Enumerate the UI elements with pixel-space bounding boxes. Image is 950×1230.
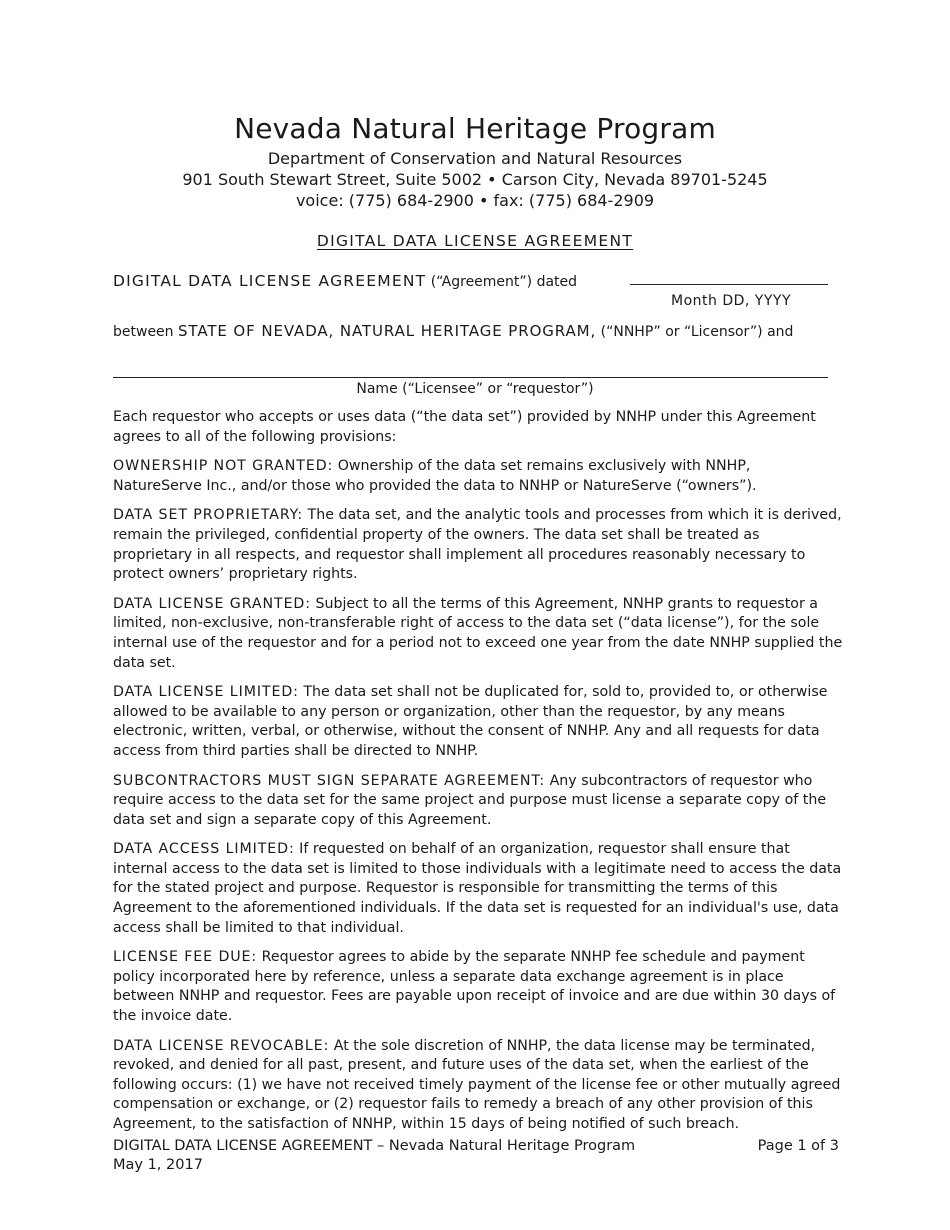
provision-heading: DATA SET PROPRIETARY: — [113, 507, 304, 524]
provision-heading: SUBCONTRACTORS MUST SIGN SEPARATE AGREEMENT: — [113, 772, 546, 789]
between-parties-line — [113, 321, 793, 342]
date-blank-line[interactable] — [630, 284, 828, 285]
provision-proprietary — [113, 506, 843, 584]
page-number: Page 1 of 3 — [757, 1138, 839, 1154]
program-title: Nevada Natural Heritage Program — [234, 112, 716, 145]
provision-text: At the sole discretion of NNHP, the data license may be terminated, revoked, and denied for all past, present, and future uses of the data set, when the earliest of the following occurs: (1) we have not received timely payment of the license fee or other mutually agreed compensation or exchange, or (2) requestor fails to remedy a breach of any other provision of this Agreement, to the satisfaction of NNHP, within 15 days of being notified of such breach. — [113, 1037, 841, 1132]
provision-license-limited — [113, 683, 843, 761]
provision-license-granted — [113, 595, 843, 673]
contact-line: voice: (775) 684-2900 • fax: (775) 684-2909 — [295, 191, 655, 210]
licensee-name-blank-line[interactable] — [113, 377, 828, 378]
agreement-name: DIGITAL DATA LICENSE AGREEMENT — [113, 272, 427, 290]
provision-heading: OWNERSHIP NOT GRANTED: — [113, 458, 334, 475]
provision-ownership — [113, 457, 843, 496]
footer-date: May 1, 2017 — [113, 1157, 203, 1173]
agreement-body — [113, 408, 843, 1145]
between-suffix: (“NNHP” or “Licensor”) and — [596, 324, 794, 340]
between-prefix: between — [113, 324, 178, 340]
date-hint: Month DD, YYYY — [671, 293, 791, 309]
provision-access-limited — [113, 840, 843, 938]
licensee-name-hint: Name (“Licensee” or “requestor”) — [356, 381, 594, 397]
provision-subcontractors — [113, 772, 843, 831]
document-heading — [0, 231, 950, 251]
provision-heading: DATA LICENSE REVOCABLE: — [113, 1037, 330, 1054]
agreement-dated-text: (“Agreement”) dated — [426, 274, 578, 290]
provision-text: The data set shall not be duplicated for, sold to, provided to, or otherwise allowed to be available to any person or organization, other than the requestor, by any means electronic, written, verbal, or otherwise, without the consent of NNHP. Any and all requests for data access from third parties shall be directed to NNHP. — [113, 684, 828, 759]
agreement-dated-line — [113, 271, 577, 292]
footer-document-title: DIGITAL DATA LICENSE AGREEMENT – Nevada Natural Heritage Program — [113, 1138, 636, 1154]
address-line: 901 South Stewart Street, Suite 5002 • Carson City, Nevada 89701-5245 — [182, 170, 768, 189]
provision-revocable — [113, 1037, 843, 1135]
document-heading-text: DIGITAL DATA LICENSE AGREEMENT — [316, 232, 634, 250]
provision-fee-due — [113, 948, 843, 1026]
provision-text: Ownership of the data set remains exclusively with NNHP, NatureServe Inc., and/or those who provided the data to NNHP or NatureServe (“owners”). — [113, 458, 757, 494]
provision-heading: DATA ACCESS LIMITED: — [113, 841, 295, 858]
provision-text: Any subcontractors of requestor who require access to the data set for the same project and purpose must license a separate copy of the data set and sign a separate copy of this Agreement. — [113, 772, 827, 828]
provision-text: Requestor agrees to abide by the separate NNHP fee schedule and payment policy incorporated here by reference, unless a separate data exchange agreement is in place between NNHP and requestor. Fees are payable upon receipt of invoice and are due within 30 days of the invoice date. — [113, 949, 836, 1025]
provision-text: The data set, and the analytic tools and processes from which it is derived, remain the privileged, confidential property of the owners. The data set shall be treated as proprietary in all respects, and requestor shall implement all procedures reasonably necessary to protect owners’ proprietary rights. — [113, 507, 842, 583]
intro-paragraph: Each requestor who accepts or uses data (“the data set”) provided by NNHP under this Agreement agrees to all of the following provisions: — [113, 409, 816, 445]
department-name: Department of Conservation and Natural Resources — [267, 149, 683, 168]
provision-text: Subject to all the terms of this Agreement, NNHP grants to requestor a limited, non-exclusive, non-transferable right of access to the data set (“data license”), for the sole internal use of the requestor and for a period not to exceed one year from the date NNHP supplied the data set. — [113, 595, 843, 671]
licensor-name: STATE OF NEVADA, NATURAL HERITAGE PROGRAM, — [178, 322, 597, 340]
provision-heading: LICENSE FEE DUE: — [113, 949, 258, 966]
provision-text: If requested on behalf of an organization, requestor shall ensure that internal access to the data set is limited to those individuals with a legitimate need to access the data for the stated project and purpose. Requestor is responsible for transmitting the terms of this Agreement to the aforementioned individuals. If the data set is requested for an individual's use, data access shall be limited to that individual. — [113, 841, 842, 936]
provision-heading: DATA LICENSE LIMITED: — [113, 684, 299, 701]
provision-heading: DATA LICENSE GRANTED: — [113, 595, 311, 612]
